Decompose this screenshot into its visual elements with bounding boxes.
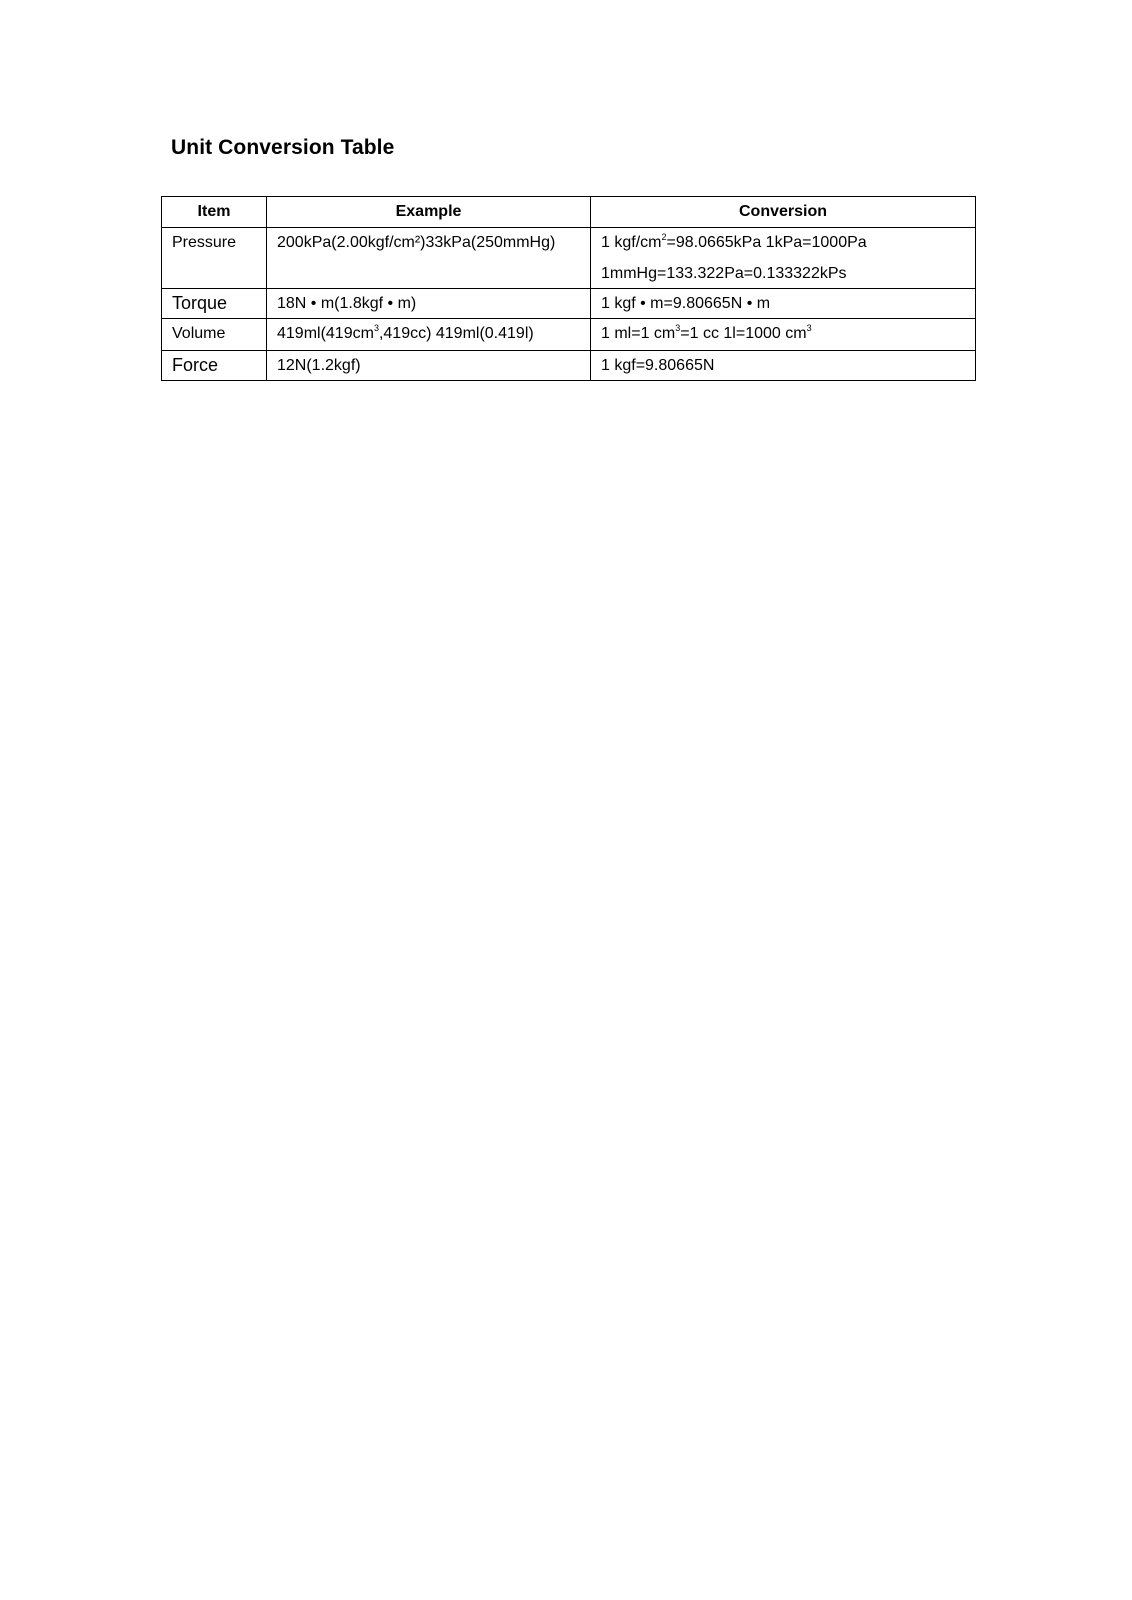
text-fragment: 419ml(419cm [277,325,374,342]
cell-conversion: 1 kgf=9.80665N [591,351,976,381]
cell-item: Volume [162,319,267,351]
table-row-torque [162,289,976,319]
cell-conversion [591,228,976,289]
conversion-line: 1mmHg=133.322Pa=0.133322kPs [601,265,847,282]
table-row-pressure [162,228,976,289]
cell-item: Force [162,351,267,381]
page-title: Unit Conversion Table [171,136,395,159]
superscript: 3 [675,323,681,333]
conversion-table [161,196,976,381]
table-row-force [162,351,976,381]
column-header-item: Item [162,197,267,228]
cell-example: 12N(1.2kgf) [267,351,591,381]
table-header-row [162,197,976,228]
column-header-example: Example [267,197,591,228]
column-header-conversion: Conversion [591,197,976,228]
cell-conversion [591,319,976,351]
text-fragment: =98.0665kPa 1kPa=1000Pa [666,234,867,251]
superscript: 3 [806,323,812,333]
cell-example [267,319,591,351]
text-fragment: =1 cc 1l=1000 cm [680,325,807,342]
cell-item: Pressure [162,228,267,289]
table-row-volume [162,319,976,351]
cell-item: Torque [162,289,267,319]
text-fragment: ,419cc) 419ml(0.419l) [378,325,534,342]
superscript: 3 [373,323,379,333]
text-fragment: 1 kgf/cm [601,234,662,251]
conversion-line [601,228,965,259]
text-fragment: 1 ml=1 cm [601,325,676,342]
cell-conversion: 1 kgf • m=9.80665N • m [591,289,976,319]
superscript: 2 [661,232,667,242]
cell-example: 200kPa(2.00kgf/cm²)33kPa(250mmHg) [267,228,591,289]
cell-example: 18N • m(1.8kgf • m) [267,289,591,319]
